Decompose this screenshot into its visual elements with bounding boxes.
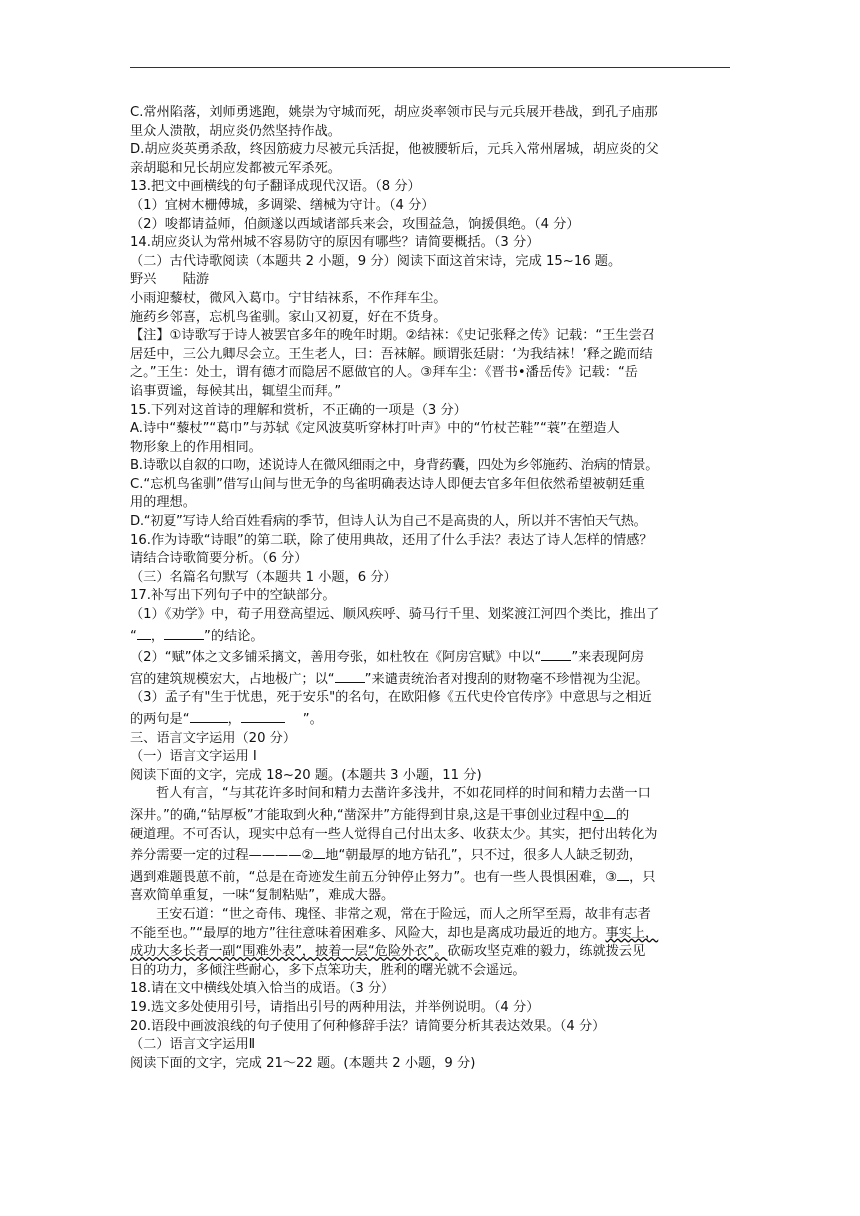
passage-line: 哲人有言，“与其花许多时间和精力去凿许多浅井，不如花同样的时间和精力去凿一口 [156, 786, 651, 802]
fill-blank[interactable] [604, 804, 616, 819]
question-13-part-2: （2）唆都请益师，伯颜遂以西域诸部兵来会，攻围益急，饷援俱绝。（4 分） [130, 216, 580, 232]
passage-line: 喜欢简单重复，一味“复制粘贴”，难成大器。 [130, 888, 395, 904]
fill-blank[interactable] [137, 625, 151, 640]
passage-line: 深井。”的确,“钻厚板”才能取到火种,“凿深井”方能得到甘泉,这是干事创业过程中① 的 [130, 804, 734, 826]
question-15-option-a: 物形象上的作用相同。 [130, 439, 262, 455]
blank-marker-3: ③ [605, 869, 618, 885]
option-c-line: 里众人溃散，胡应炎仍然坚持作战。 [130, 123, 341, 139]
option-c-line: C.常州陷落，刘师勇逃跑，姚崇为守城而死，胡应炎率领市民与元兵展开巷战，到孔子庙那 [130, 105, 658, 120]
question-17-part-3: （3）孟子有"生于忧患，死于安乐"的名句，在欧阳修《五代史伶官传序》中意思与之相近 [130, 690, 652, 706]
passage-line: 硬道理。不可否认，现实中总有一些人觉得自己付出太多、收获太少。其实，把付出转化为 [130, 826, 658, 842]
exam-page [130, 104, 734, 1073]
question-13-part-1: （1）宜树木栅傅城，多调梁、缮械为守计。（4 分） [130, 197, 435, 213]
question-15: 15.下列对这首诗的理解和赏析，不正确的一项是（3 分） [130, 402, 467, 418]
question-15-option-a: A.诗中“藜杖”“葛巾”与苏轼《定风波莫听穿林打叶声》中的“竹杖芒鞋”“蓑”在塑造人 [130, 421, 620, 437]
poem-note: 【注】①诗歌写于诗人被罢官多年的晚年时期。②结袜：《史记张释之传》记载：“王生尝召 [130, 328, 655, 344]
poem-note: 之。”王生：处士，谓有德才而隐居不愿做官的人。③拜车尘：《晋书•潘岳传》记载：“岳 [130, 365, 638, 381]
fill-blank[interactable] [164, 625, 204, 640]
wavy-underlined-text: 成功大多长者一副“围难外表”，披着一层“危险外衣”。 [130, 944, 448, 960]
question-17-part-2: 宫的建筑规模宏大，占地极广；以“ ”来谴责统治者对搜刮的财物毫不珍惜视为尘泥。 [130, 668, 734, 690]
reading-instruction: 阅读下面的文字，完成 21～22 题。(本题共 2 小题，9 分) [130, 1055, 476, 1071]
poem-line: 小雨迎藜杖，微风入葛巾。宁甘结袜系，不作拜车尘。 [130, 290, 447, 306]
fill-blank[interactable] [541, 646, 571, 661]
section-3-heading: （三）名篇名句默写（本题共 1 小题，6 分） [130, 569, 397, 585]
wavy-underlined-text: 事实上， [605, 925, 659, 941]
question-14: 14.胡应炎认为常州城不容易防守的原因有哪些？请简要概括。（3 分） [130, 235, 540, 251]
passage-line: 成功大多长者一副“围难外表”，披着一层“危险外衣”。砍砺攻坚克难的毅力，练就拨云见 [130, 944, 646, 960]
question-17-part-1-blanks: “ ， ”的结论。 [130, 625, 734, 647]
passage-line: 养分需要一定的过程————② 地“朝最厚的地方钻孔”，只不过，很多人人缺乏韧劲， [130, 844, 734, 866]
question-17-part-3-blanks: 的两句是“ ， ”。 [130, 708, 734, 730]
blank-marker-2: ② [301, 848, 314, 864]
fill-blank[interactable] [617, 866, 629, 881]
passage-line: 日的功力，多倾注些耐心，多下点笨功夫，胜利的曙光就不会遥远。 [130, 962, 526, 978]
blank-marker-1: ① [592, 807, 604, 823]
question-15-option-c: C.“忘机鸟雀驯”借写山间与世无争的鸟雀明确表达诗人即便去官多年但依然希望被朝廷重 [130, 476, 645, 492]
option-d-line: 亲胡聪和兄长胡应发都被元军杀死。 [130, 160, 341, 176]
question-13: 13.把文中画横线的句子翻译成现代汉语。（8 分） [130, 179, 421, 195]
subsection-2-heading: （二）语言文字运用Ⅱ [130, 1037, 256, 1053]
question-15-option-d: D.“初夏”写诗人给百姓看病的季节，但诗人认为自己不是高贵的人，所以并不害怕天气热。 [130, 514, 647, 530]
fill-blank[interactable] [335, 668, 365, 683]
header-rule [130, 67, 730, 68]
passage-line: 遇到难题畏葸不前，“总是在奇迹发生前五分钟停止努力”。也有一些人畏惧困难，③ ，只 [130, 866, 734, 888]
fill-blank[interactable] [313, 844, 325, 859]
option-d-line: D.胡应炎英勇杀敌，终因筋疲力尽被元兵活捉，他被腰斩后，元兵入常州屠城，胡应炎的父 [130, 142, 659, 158]
question-17-part-2: （2）“赋”体之文多铺采摛文，善用夸张，如杜牧在《阿房宫赋》中以“ ”来表现阿房 [130, 646, 734, 668]
poem-line: 施药乡邻喜，忘机鸟雀驯。家山又初夏，好在不货身。 [130, 309, 447, 325]
question-18: 18.请在文中横线处填入恰当的成语。（3 分） [130, 981, 395, 997]
fill-blank[interactable] [241, 708, 285, 723]
fill-blank[interactable] [190, 708, 228, 723]
poem-note: 谄事贾谧，每候其出，辄望尘而拜。” [130, 383, 342, 399]
question-15-option-b: B.诗歌以自叙的口吻，述说诗人在微风细雨之中，身背药囊，四处为乡邻施药、治病的情景。 [130, 458, 659, 474]
reading-instruction: 阅读下面的文字，完成 18~20 题。(本题共 3 小题，11 分) [130, 767, 482, 783]
subsection-1-heading: （一）语言文字运用 I [130, 749, 257, 765]
poem-note: 居廷中，三公九卿尽会立。王生老人，曰：吾袜解。顾谓张廷尉：‘为我结袜！’释之跪而结 [130, 346, 653, 362]
question-19: 19.选文多处使用引号，请指出引号的两种用法，并举例说明。（4 分） [130, 999, 540, 1015]
question-17-part-1: （1）《劝学》中，荀子用登高望远、顺风疾呼、骑马行千里、划桨渡江河四个类比，推出了 [130, 607, 660, 623]
passage-line: 王安石道：“世之奇伟、瑰怪、非常之观，常在于险远，而人之所罕至焉，故非有志者 [156, 906, 651, 922]
part-3-heading: 三、语言文字运用（20 分） [130, 730, 297, 746]
question-17: 17.补写出下列句子中的空缺部分。 [130, 588, 336, 604]
question-15-option-c: 用的理想。 [130, 495, 196, 511]
question-16: 请结合诗歌简要分析。（6 分） [130, 551, 308, 567]
passage-line: 不能至也。”“最厚的地方”往往意味着困难多、风险大，却也是离成功最近的地方。事实上， [130, 925, 659, 941]
question-16: 16.作为诗歌“诗眼”的第二联，除了使用典故，还用了什么手法？表达了诗人怎样的情感？ [130, 532, 653, 548]
question-20: 20.语段中画波浪线的句子使用了何种修辞手法？请简要分析其表达效果。（4 分） [130, 1018, 606, 1034]
poem-title: 野兴 陆游 [130, 272, 210, 288]
section-2-heading: （二）古代诗歌阅读（本题共 2 小题，9 分）阅读下面这首宋诗，完成 15~16 题。 [130, 253, 622, 269]
